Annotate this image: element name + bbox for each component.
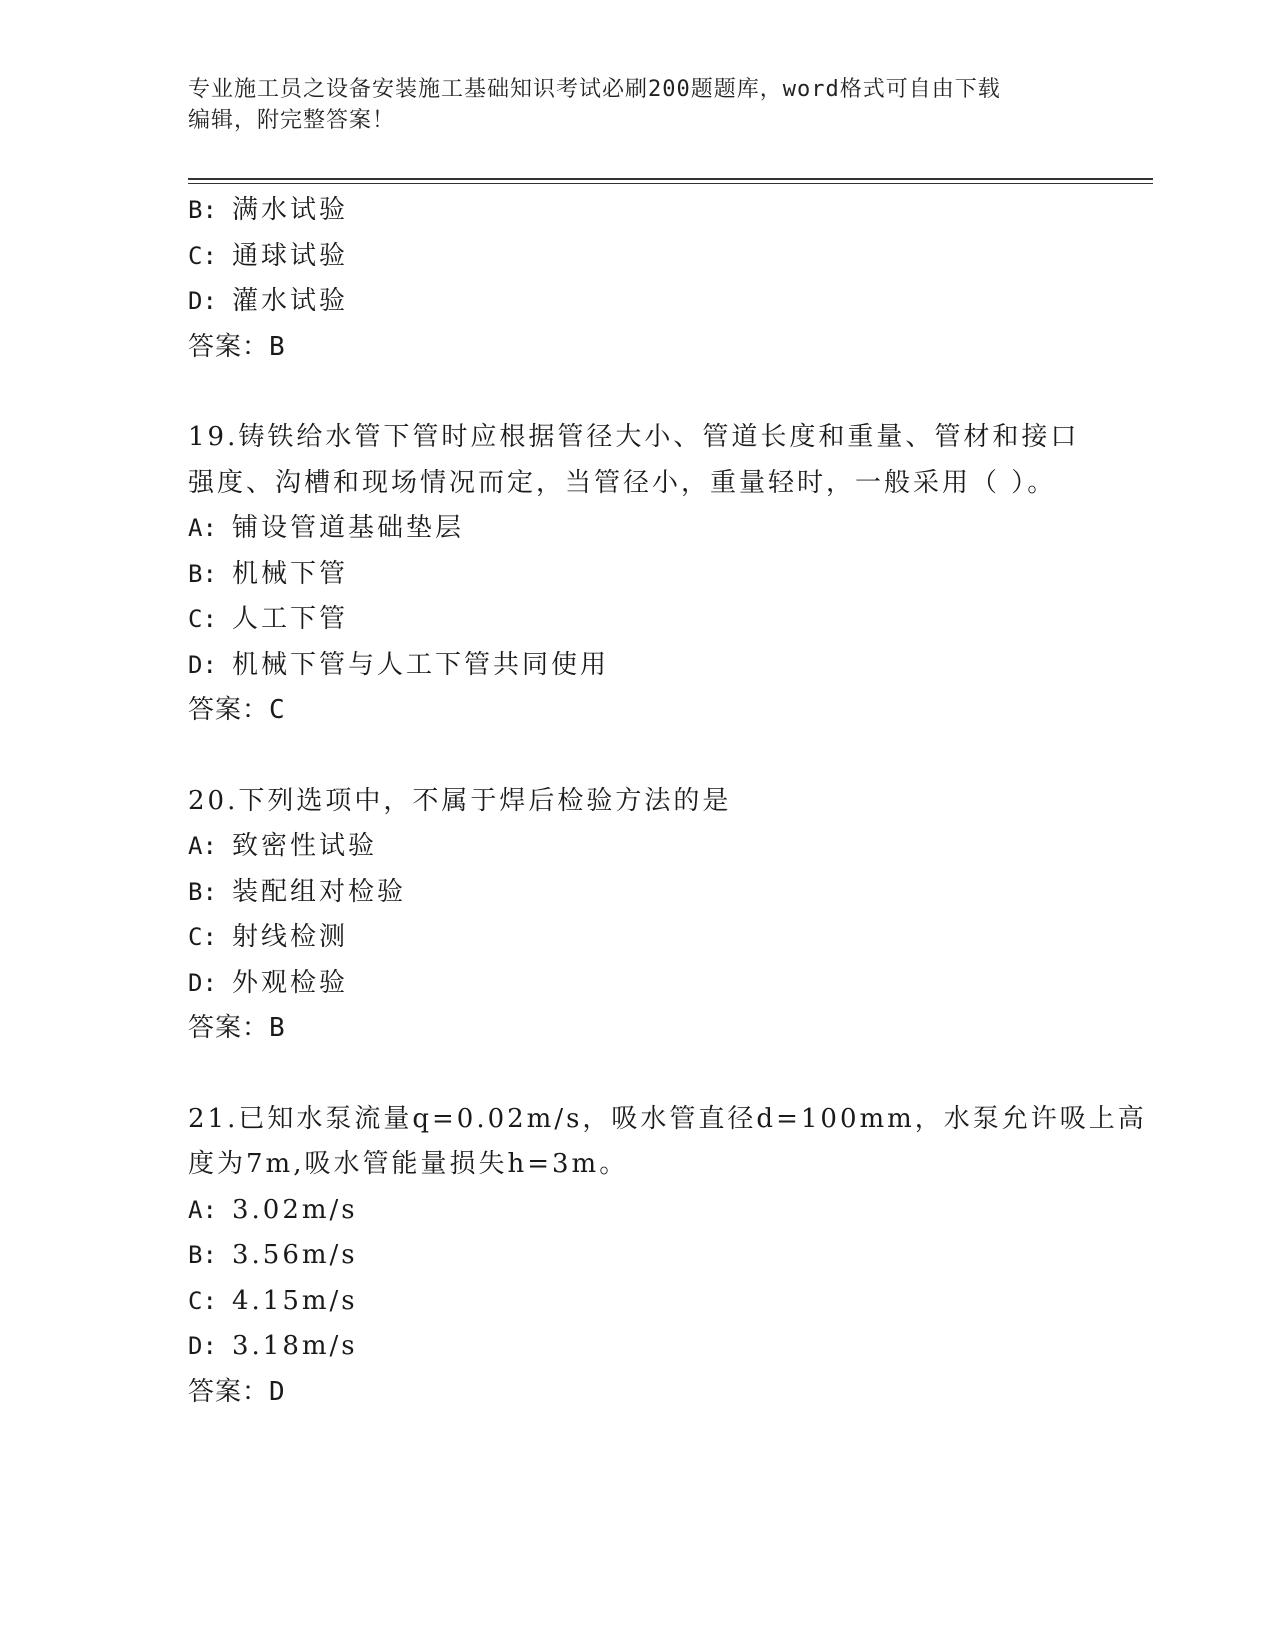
option-d (188, 643, 1088, 689)
option-c (188, 1279, 1088, 1325)
option-b (188, 870, 1088, 916)
question-19 (188, 415, 1088, 734)
option-a (188, 1188, 1088, 1234)
answer-line: 答案：C (188, 695, 286, 725)
option-letter: A: (188, 514, 217, 542)
option-letter: C: (188, 605, 217, 633)
page-header (188, 74, 1068, 136)
answer-line: 答案：B (188, 331, 286, 362)
option-letter: C: (188, 241, 217, 270)
question-21 (188, 1097, 1147, 1416)
option-letter: A: (188, 1195, 217, 1224)
header-line-1: 专业施工员之设备安装施工基础知识考试必刷200题题库，word格式可自由下载 (188, 77, 1001, 102)
option-text: 铺设管道基础垫层 (232, 513, 465, 543)
option-c (188, 597, 1088, 643)
option-b (188, 552, 1088, 598)
option-letter: B: (188, 559, 217, 588)
option-text: 外观检验 (232, 967, 349, 998)
option-text: 3.18m/s (232, 1331, 358, 1361)
header-divider-thin (188, 183, 1153, 184)
option-text: 装配组对检验 (232, 876, 407, 907)
option-text: 3.56m/s (232, 1240, 358, 1270)
question-stem-line-1: 20.下列选项中，不属于焊后检验方法的是 (188, 785, 732, 816)
option-d (188, 279, 1088, 325)
question-content (188, 188, 1147, 1415)
option-text: 机械下管与人工下管共同使用 (232, 649, 610, 680)
option-b (188, 188, 1088, 234)
option-a (188, 506, 1088, 552)
option-text: 致密性试验 (232, 831, 378, 861)
answer-line: 答案：D (188, 1376, 286, 1407)
prev-question-block (188, 188, 1088, 370)
option-letter: A: (188, 832, 217, 860)
option-letter: C: (188, 1286, 217, 1315)
option-letter: C: (188, 923, 217, 951)
question-stem-line-1: 21.已知水泵流量q=0.02m/s，吸水管直径d=100mm，水泵允许吸上高 (188, 1103, 1147, 1134)
answer-line: 答案：B (188, 1013, 286, 1043)
option-letter: D: (188, 287, 217, 315)
question-20 (188, 779, 1088, 1052)
option-c (188, 915, 1088, 961)
option-d (188, 961, 1088, 1007)
option-text: 射线检测 (232, 922, 349, 952)
option-text: 灌水试验 (232, 286, 349, 316)
question-stem-line-1: 19.铸铁给水管下管时应根据管径大小、管道长度和重量、管材和接口 (188, 422, 1080, 452)
option-text: 3.02m/s (232, 1194, 358, 1225)
option-d (188, 1324, 1088, 1370)
option-letter: D: (188, 1332, 217, 1360)
option-text: 机械下管 (232, 558, 349, 589)
option-letter: B: (188, 877, 217, 906)
question-stem-line-2: 强度、沟槽和现场情况而定，当管径小，重量轻时，一般采用（ ）。 (188, 467, 1057, 498)
option-text: 满水试验 (232, 195, 349, 225)
option-letter: D: (188, 968, 217, 997)
option-a (188, 824, 1088, 870)
option-letter: D: (188, 650, 217, 679)
option-c (188, 234, 1088, 280)
option-letter: B: (188, 1241, 217, 1269)
option-text: 4.15m/s (232, 1285, 358, 1316)
option-text: 人工下管 (232, 604, 349, 634)
option-letter: B: (188, 196, 217, 224)
header-divider-thick (188, 178, 1153, 180)
option-b (188, 1233, 1088, 1279)
question-stem-line-2: 度为7m,吸水管能量损失h=3m。 (188, 1149, 629, 1179)
header-line-2: 编辑，附完整答案！ (188, 108, 396, 133)
option-text: 通球试验 (232, 240, 349, 271)
